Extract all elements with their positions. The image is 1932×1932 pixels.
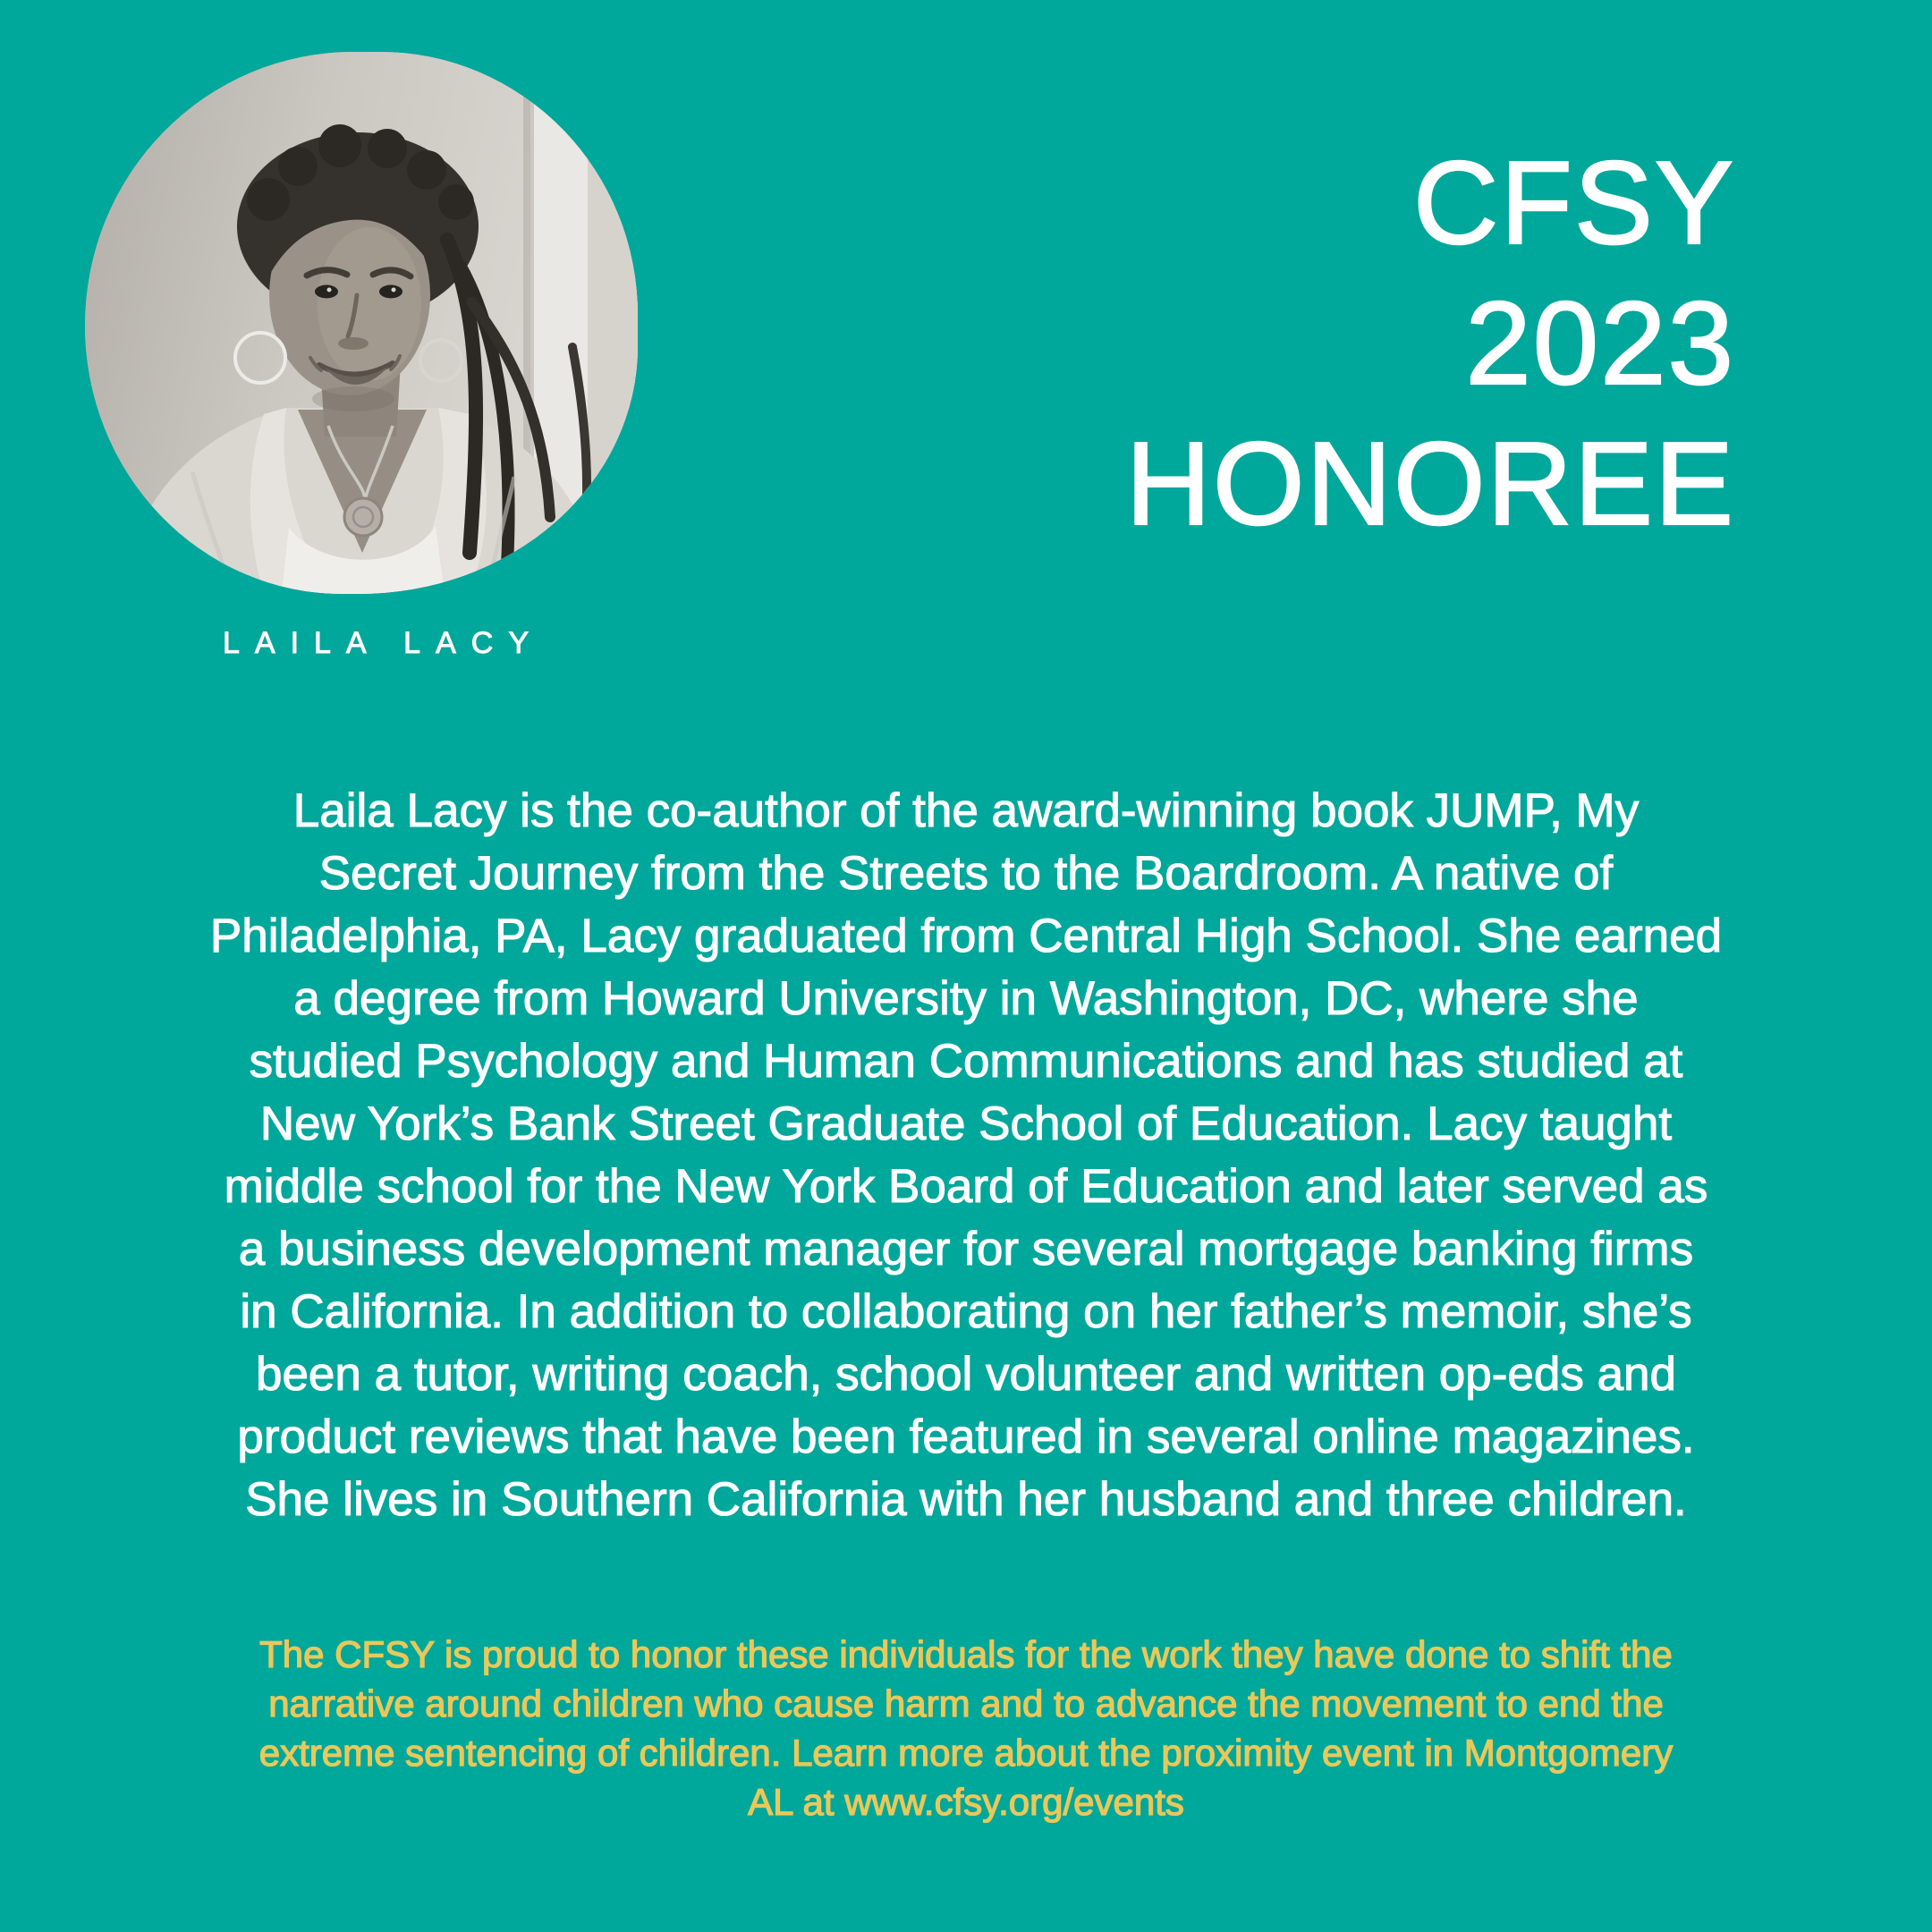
footer-line: AL at www.cfsy.org/events xyxy=(748,1781,1184,1823)
bio-line: a business development manager for several mortgage banking firms xyxy=(238,1223,1694,1275)
footer-note xyxy=(0,1630,1932,1826)
bio-line: middle school for the New York Board of Education and later served as xyxy=(224,1160,1708,1213)
bio-line: a degree from Howard University in Washington, DC, where she xyxy=(293,972,1639,1025)
bio-line: been a tutor, writing coach, school volunteer and written op-eds and xyxy=(255,1348,1677,1401)
bio-line: Laila Lacy is the co-author of the award-winning book JUMP, My xyxy=(292,784,1640,837)
profile-photo xyxy=(85,52,638,594)
bio-line: in California. In addition to collaborating on her father’s memoir, she’s xyxy=(240,1285,1692,1338)
footer-line: narrative around children who cause harm and to advance the movement to end the xyxy=(268,1682,1664,1724)
bio-line: Philadelphia, PA, Lacy graduated from Central High School. She earned xyxy=(209,910,1723,962)
footer-line: The CFSY is proud to honor these individuals for the work they have done to shift the xyxy=(259,1633,1673,1675)
bio-line: product reviews that have been featured in several online magazines. xyxy=(237,1411,1695,1463)
title-line-1: CFSY xyxy=(1412,137,1735,268)
footer-line: extreme sentencing of children. Learn more about the proximity event in Montgomery xyxy=(258,1732,1674,1774)
bio-line: studied Psychology and Human Communications and has studied at xyxy=(249,1035,1683,1088)
title-line-3: HONOREE xyxy=(1125,418,1735,549)
portrait-illustration xyxy=(85,52,638,594)
bio-line: Secret Journey from the Streets to the Boardroom. A native of xyxy=(318,847,1614,900)
bio-line: She lives in Southern California with her husband and three children. xyxy=(245,1473,1687,1526)
bio-paragraph xyxy=(0,780,1932,1531)
profile-name: LAILA LACY xyxy=(222,626,544,660)
page-title xyxy=(1126,132,1735,554)
title-line-2: 2023 xyxy=(1465,277,1735,409)
bio-line: New York’s Bank Street Graduate School of Education. Lacy taught xyxy=(259,1097,1673,1150)
